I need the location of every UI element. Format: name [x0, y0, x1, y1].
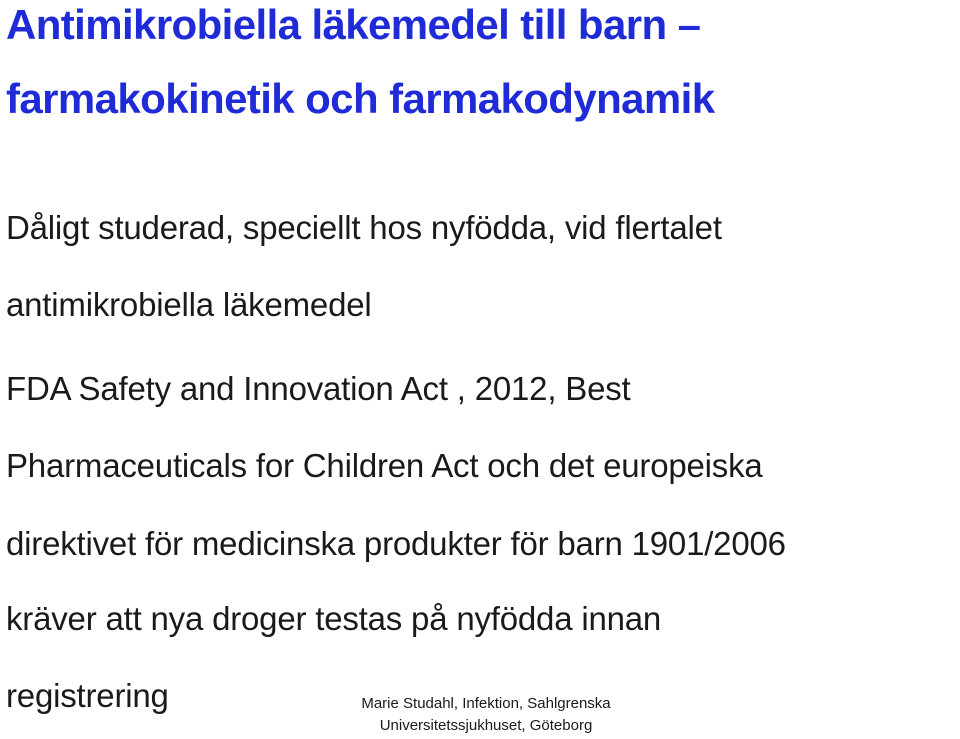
body-text-line-1: Dåligt studerad, speciellt hos nyfödda, vid flertalet — [6, 209, 722, 246]
slide-title-line-1: Antimikrobiella läkemedel till barn – — [6, 1, 701, 48]
body-text-line-5: direktivet för medicinska produkter för barn 1901/2006 — [6, 525, 786, 562]
footer-author-line-1: Marie Studahl, Infektion, Sahlgrenska — [361, 695, 611, 712]
footer-author-line-2: Universitetssjukhuset, Göteborg — [379, 717, 593, 734]
body-text-line-3: FDA Safety and Innovation Act , 2012, Best — [6, 370, 631, 407]
body-text-line-2: antimikrobiella läkemedel — [6, 286, 372, 323]
slide-title-line-2: farmakokinetik och farmakodynamik — [6, 75, 715, 122]
body-text-line-7: registrering — [6, 677, 169, 714]
body-text-line-4: Pharmaceuticals for Children Act och det europeiska — [6, 447, 763, 484]
body-text-line-6: kräver att nya droger testas på nyfödda innan — [6, 600, 662, 637]
